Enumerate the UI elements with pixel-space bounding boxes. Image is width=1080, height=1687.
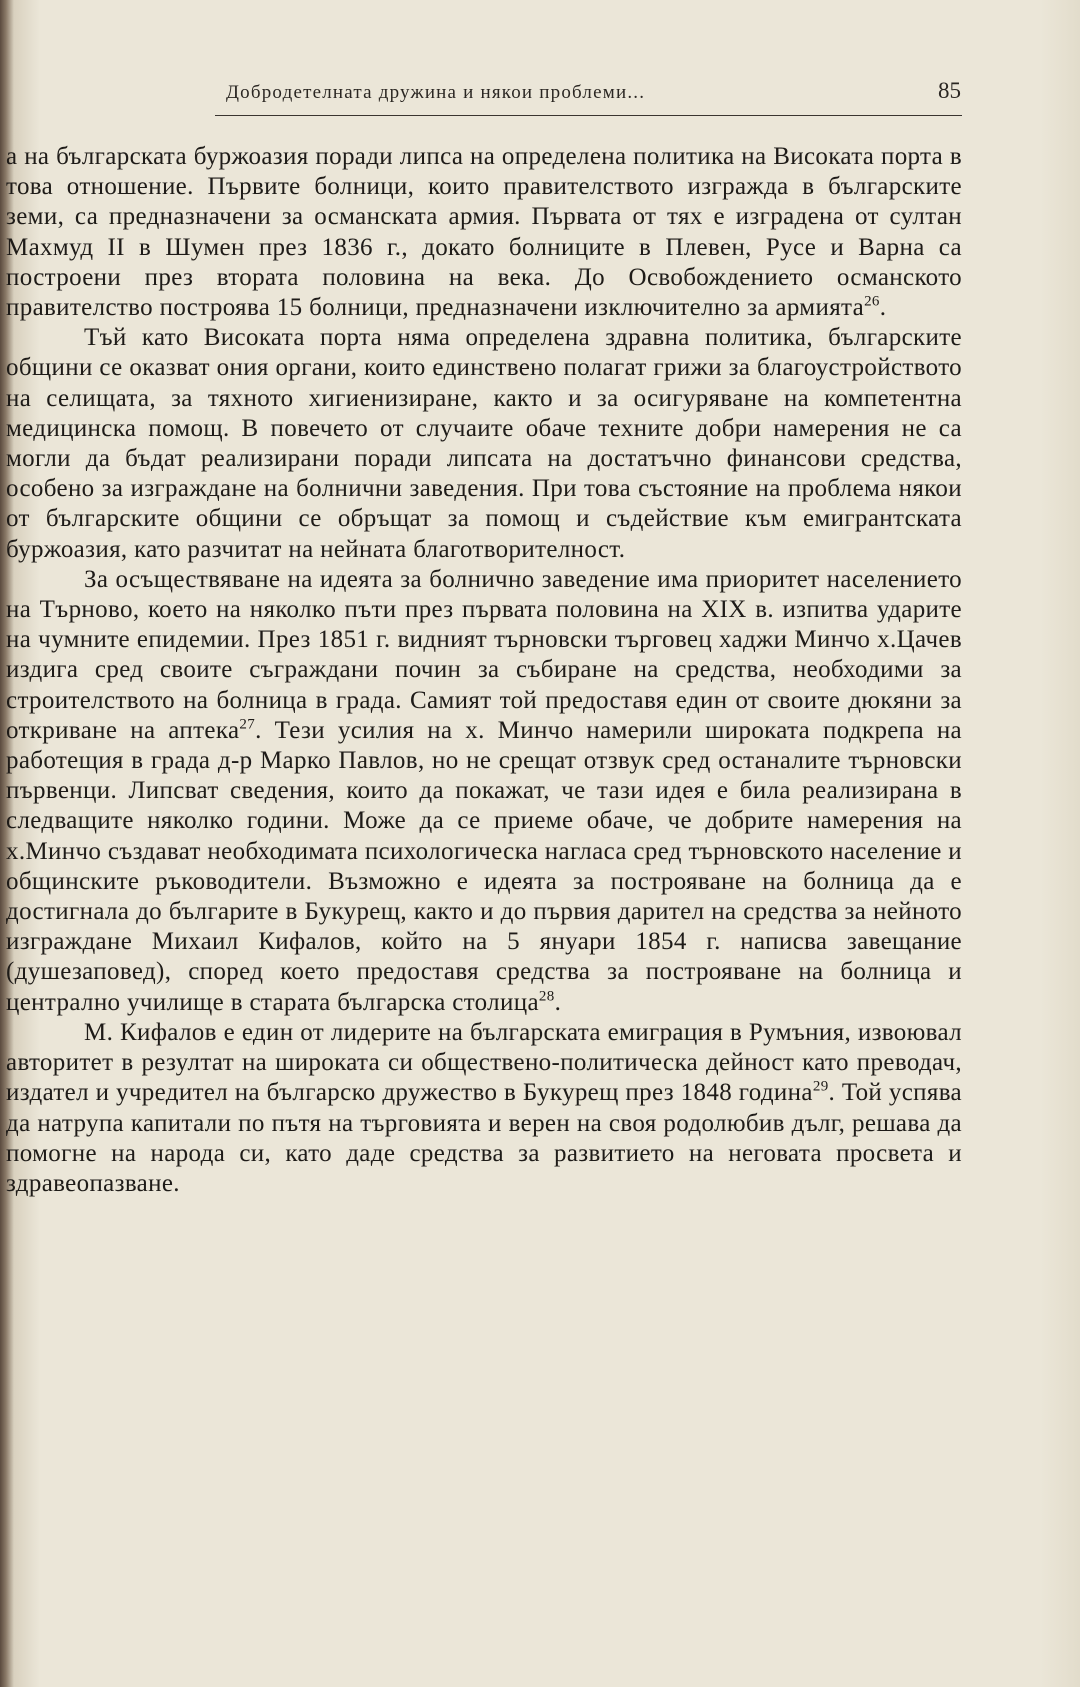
paragraph-3 [6,565,962,1018]
page-header [226,78,961,108]
running-title: Добродетелната дружина и някои проблеми... [226,82,646,103]
paragraph-1-end: . [879,294,887,322]
footnote-ref-27: 27 [239,716,256,733]
footnote-ref-26: 26 [864,293,880,310]
paragraph-3-end: . [554,988,562,1016]
paragraph-3-text-a: За осъществяване на идеята за болнично заведение има приоритет населението на Търново, което на няколко пъти през първата половина на XIX в. изпитва ударите на чумните епидемии. През 1851 г. видният търновски търговец хаджи Минчо х.Цачев издига сред своите съграждани почин за събиране на средства, необходими за строителството на болница в града. Самият той предоставя един от своите дюкяни за откриване на аптека [6,565,962,744]
body-text [6,142,962,1199]
footnote-ref-28: 28 [538,988,555,1005]
header-rule [215,115,962,117]
paragraph-4-text-a: М. Кифалов е един от лидерите на българската емиграция в Румъния, извоювал авторитет в резултат на широката си обществено-политическа дейност като преводач, издател и учредител на българско дружество в Букурещ през 1848 година [6,1018,962,1107]
paragraph-4-text-b: . Той успява да натрупа капитали по пътя на търговията и верен на своя родолюбив дълг, решава да помогне на народа си, като даде средства за развитието на неговата просвета и здравеопазване. [6,1079,962,1197]
paragraph-2-text: Тъй като Високата порта няма определена здравна политика, българските общини се оказват ония органи, които единствено полагат грижи за благоустройството на селищата, за тяхното хигиенизиране, както и за осигуряване на компетентна медицинска помощ. В повечето от случаите обаче техните добри намерения не са могли да бъдат реализирани поради липсата на достатъчно финансови средства, особено за изграждане на болнични заведения. При това състояние на проблема някои от българските общини се обръщат за помощ и съдействие към емигрантската буржоазия, като разчитат на нейната благотворителност. [6,324,962,563]
paragraph-1-text: а на българската буржоазия поради липса на определена политика на Високата порта в това отношение. Първите болници, които правителството изгражда в българските земи, са предназначени за османската армия. Първата от тях е изградена от султан Махмуд II в Шумен през 1836 г., докато болниците в Плевен, Русе и Варна са построени през втората половина на века. До Освобождението османското правителство построява 15 болници, предназначени изключително за армията [6,143,962,322]
paragraph-4 [6,1018,962,1199]
paragraph-2 [6,323,962,565]
footnote-ref-29: 29 [812,1078,829,1095]
page-number: 85 [938,78,961,103]
paragraph-1 [6,142,962,323]
paragraph-3-text-b: . Тези усилия на х. Минчо намерили широката подкрепа на работещия в града д-р Марко Павлов, но не срещат отзвук сред останалите търновски първенци. Липсват сведения, които да покажат, че тази идея е била реализирана в следващите няколко години. Може да се приеме обаче, че добрите намерения на х.Минчо създават необходимата психологическа нагласа сред търновското население и общинските ръководители. Възможно е идеята за построяване на болница да е достигнала до българите в Букурещ, както и до първия дарител на средства за нейното изграждане Михаил Кифалов, който на 5 януари 1854 г. написва завещание (душезаповед), според което предоставя средства за построяване на болница и централно училище в старата българска столица [6,716,962,1016]
